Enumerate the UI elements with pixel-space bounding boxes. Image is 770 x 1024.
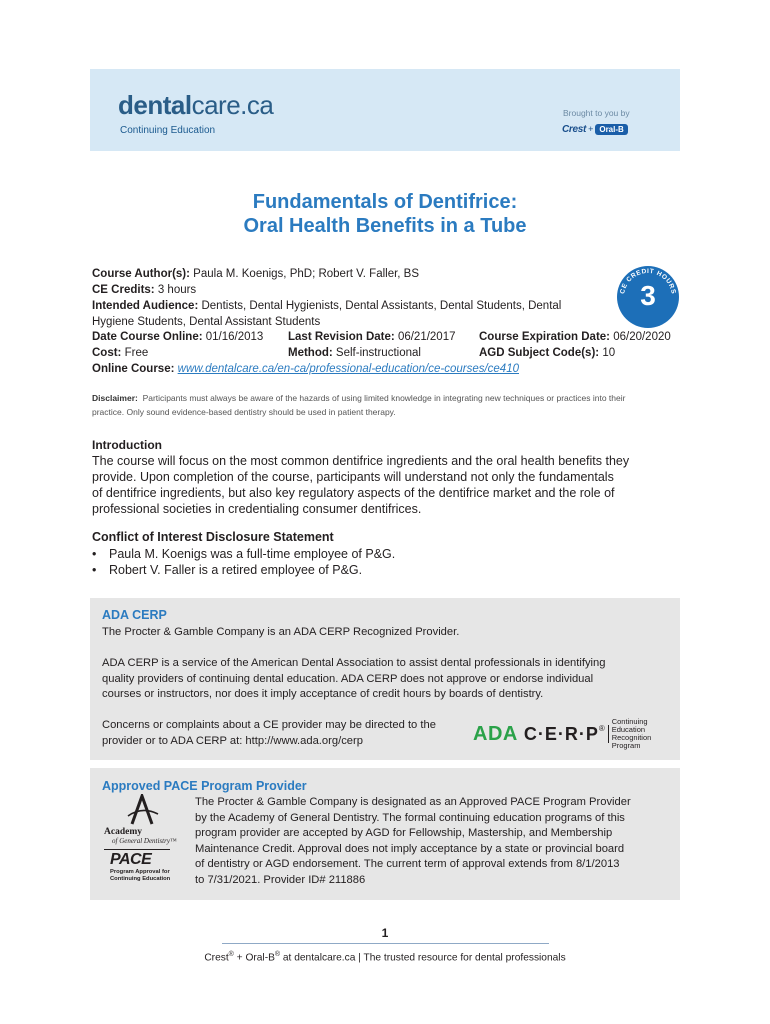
audience-label: Intended Audience: bbox=[92, 300, 199, 312]
authors-label: Course Author(s): bbox=[92, 268, 190, 280]
cerp-subtitle bbox=[612, 718, 680, 750]
introduction-heading: Introduction bbox=[92, 438, 162, 452]
sponsor-logos bbox=[562, 122, 628, 136]
course-authors-row bbox=[92, 266, 419, 282]
cerp-divider bbox=[608, 725, 609, 743]
online-course-row bbox=[92, 361, 519, 377]
pace-line: The Procter & Gamble Company is designated as an Approved PACE Program Provider bbox=[195, 796, 631, 808]
expiration-row bbox=[479, 329, 671, 345]
cost-label: Cost: bbox=[92, 347, 122, 359]
agd-pace-logo bbox=[104, 794, 180, 888]
ada-cerp-description-line: ADA CERP is a service of the American Dental Association to assist dental professionals in identifying bbox=[102, 657, 606, 669]
cerp-registered-mark: ® bbox=[598, 724, 605, 733]
credits-value: 3 hours bbox=[157, 284, 197, 296]
revision-value: 06/21/2017 bbox=[397, 331, 456, 343]
cerp-subtitle-line1: Continuing Education bbox=[611, 717, 648, 734]
cost-value: Free bbox=[124, 347, 149, 359]
pace-line: to 7/31/2021. Provider ID# 211886 bbox=[195, 873, 366, 886]
ada-cerp-description bbox=[102, 656, 605, 703]
ada-cerp-box bbox=[90, 598, 680, 760]
date-online-row bbox=[92, 329, 263, 345]
method-row bbox=[288, 345, 421, 361]
page-title-line2: Oral Health Benefits in a Tube bbox=[243, 215, 527, 237]
ada-cerp-concerns-line: provider or to ADA CERP at: http://www.ada.org/cerp bbox=[102, 734, 363, 747]
footer-mid: + Oral-B bbox=[233, 952, 275, 964]
pace-line: Maintenance Credit. Approval does not imply acceptance by a state or provincial board bbox=[195, 842, 625, 855]
conflict-item bbox=[92, 562, 362, 578]
footer-reg2: ® bbox=[274, 951, 281, 958]
agd-swirl-icon bbox=[104, 794, 180, 826]
header-banner bbox=[90, 69, 680, 151]
pace-heading: Approved PACE Program Provider bbox=[102, 779, 307, 793]
badge-number: 3 bbox=[640, 280, 656, 311]
brand-plus: + bbox=[588, 124, 594, 134]
agd-academy-text: Academy bbox=[104, 827, 142, 837]
disclaimer bbox=[92, 391, 682, 419]
introduction-text bbox=[92, 453, 682, 517]
footer-text bbox=[0, 951, 770, 963]
footer-divider bbox=[222, 943, 549, 944]
expiration-value: 06/20/2020 bbox=[613, 331, 671, 343]
agd-value: 10 bbox=[602, 347, 616, 359]
audience-value-line2: Hygiene Students, Dental Assistant Students bbox=[92, 316, 321, 328]
date-online-label: Date Course Online: bbox=[92, 331, 203, 343]
ada-cerp-concerns-line: Concerns or complaints about a CE provider may be directed to the bbox=[102, 719, 436, 731]
revision-label: Last Revision Date: bbox=[288, 331, 395, 343]
agd-label: AGD Subject Code(s): bbox=[479, 347, 600, 359]
audience-value-line1: Dentists, Dental Hygienists, Dental Assistants, Dental Students, Dental bbox=[201, 300, 562, 312]
expiration-label: Course Expiration Date: bbox=[479, 331, 610, 343]
crest-logo: Crest bbox=[562, 123, 587, 135]
dentalcare-logo[interactable] bbox=[118, 91, 273, 119]
pace-line: by the Academy of General Dentistry. The formal continuing education programs of this bbox=[195, 811, 625, 824]
ada-cerp-provider-line: The Procter & Gamble Company is an ADA CERP Recognized Provider. bbox=[102, 626, 460, 638]
revision-row bbox=[288, 329, 456, 345]
online-course-label: Online Course: bbox=[92, 363, 175, 375]
cost-row bbox=[92, 345, 148, 361]
introduction-line: of dentifrice ingredients, but also key regulatory aspects of the dentifrice market and the role of bbox=[92, 486, 615, 500]
pace-logo-text: PACE bbox=[110, 851, 152, 868]
credits-label: CE Credits: bbox=[92, 284, 155, 296]
pace-sub-line2: Continuing Education bbox=[110, 876, 171, 882]
introduction-line: professional societies in credentialing consumer dentifrices. bbox=[92, 502, 422, 516]
footer-tail: at dentalcare.ca | The trusted resource for dental professionals bbox=[280, 952, 566, 964]
method-label: Method: bbox=[288, 347, 333, 359]
cerp-logo-text: C·E·R·P bbox=[523, 723, 599, 744]
ce-credits-row bbox=[92, 282, 196, 298]
logo-bold-text: dental bbox=[118, 90, 192, 120]
logo-light-text: care.ca bbox=[191, 90, 274, 120]
bullet-icon: • bbox=[92, 547, 97, 561]
conflict-heading: Conflict of Interest Disclosure Statement bbox=[92, 530, 334, 544]
badge-ring-label: CE CREDIT HOURS bbox=[619, 267, 677, 295]
logo-subtitle: Continuing Education bbox=[120, 125, 216, 136]
ada-cerp-description-line: quality providers of continuing dental education. ADA CERP does not approve or endorse individual bbox=[102, 672, 594, 685]
ada-cerp-description-line: courses or instructors, nor does it imply acceptance of credit hours by boards of dentistry. bbox=[102, 688, 544, 700]
introduction-line: The course will focus on the most common dentifrice ingredients and the oral health benefits they bbox=[92, 454, 630, 468]
disclaimer-line1 bbox=[92, 391, 682, 405]
date-online-value: 01/16/2013 bbox=[205, 331, 264, 343]
disclaimer-label: Disclaimer: bbox=[92, 393, 138, 403]
pace-description bbox=[195, 795, 631, 888]
bullet-icon: • bbox=[92, 563, 97, 577]
method-value: Self-instructional bbox=[335, 347, 421, 359]
ada-logo-text: ADA bbox=[473, 722, 518, 745]
ada-cerp-concerns bbox=[102, 718, 436, 749]
ada-cerp-heading: ADA CERP bbox=[102, 608, 167, 622]
pace-line: program provider are accepted by AGD for Fellowship, Mastership, and Membership bbox=[195, 827, 613, 839]
authors-value: Paula M. Koenigs, PhD; Robert V. Faller, BS bbox=[193, 268, 420, 280]
disclaimer-line2: practice. Only sound evidence-based dentistry should be used in patient therapy. bbox=[92, 407, 396, 417]
oralb-logo: Oral-B bbox=[595, 124, 627, 135]
cerp-subtitle-line2: Recognition Program bbox=[611, 733, 652, 750]
brought-by-label: Brought to you by bbox=[563, 108, 630, 118]
pace-divider bbox=[104, 849, 170, 850]
footer-reg1: ® bbox=[228, 951, 234, 958]
conflict-item-text: Paula M. Koenigs was a full-time employee of P&G. bbox=[109, 547, 396, 561]
pace-line: of dentistry or AGD endorsement. The current term of approval extends from 8/1/2013 bbox=[195, 858, 620, 870]
conflict-item bbox=[92, 546, 395, 562]
pace-logo-subtitle bbox=[110, 869, 170, 883]
ce-credit-hours-badge bbox=[617, 266, 679, 328]
audience-row bbox=[92, 298, 561, 314]
online-course-link[interactable]: www.dentalcare.ca/en-ca/professional-education/ce-courses/ce410 bbox=[177, 363, 519, 375]
conflict-item-text: Robert V. Faller is a retired employee of P&G. bbox=[109, 563, 363, 577]
ada-cerp-logo bbox=[473, 717, 680, 750]
introduction-line: provide. Upon completion of the course, participants will understand not only the fundamentals bbox=[92, 470, 614, 484]
disclaimer-text1: Participants must always be aware of the hazards of using limited knowledge in integrating new techniques or practices into their bbox=[142, 393, 626, 403]
page-number: 1 bbox=[381, 926, 389, 940]
pace-provider-box bbox=[90, 768, 680, 900]
footer-crest: Crest bbox=[204, 952, 229, 964]
agd-row bbox=[479, 345, 615, 361]
agd-name-text: of General Dentistry™ bbox=[112, 837, 177, 845]
page-title-line1: Fundamentals of Dentifrice: bbox=[252, 191, 518, 213]
pace-sub-line1: Program Approval for bbox=[110, 869, 170, 875]
